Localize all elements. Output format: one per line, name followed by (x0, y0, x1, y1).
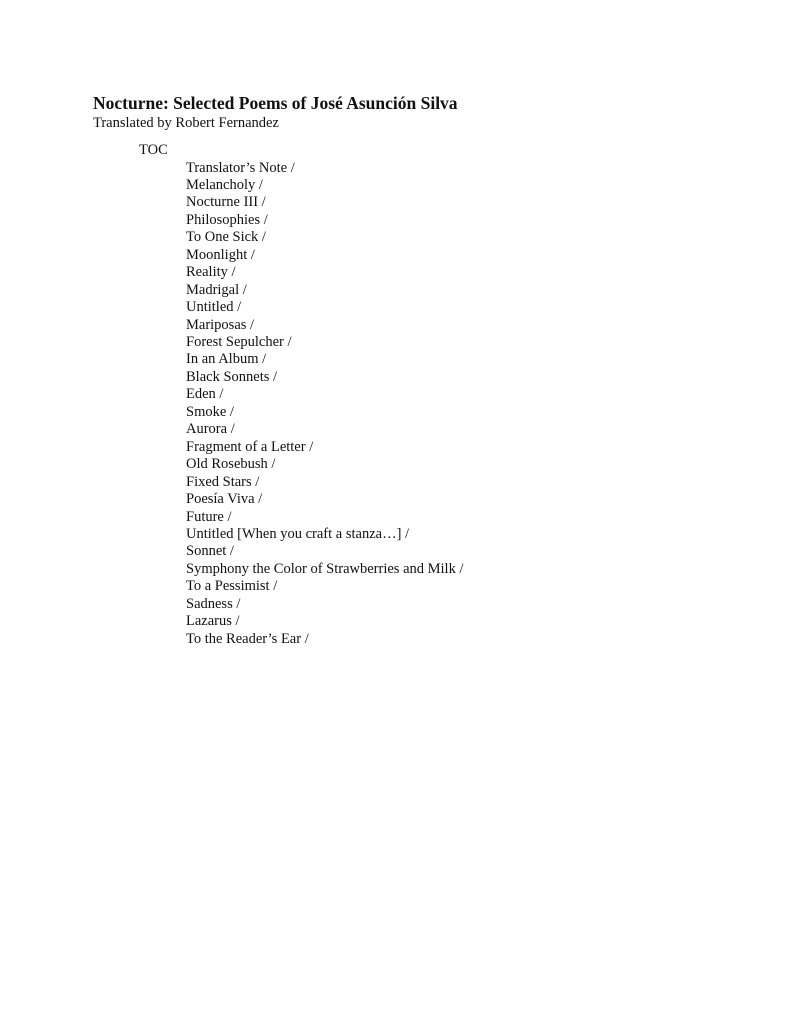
toc-item: Fixed Stars / (186, 473, 260, 490)
toc-item: Sonnet / (186, 543, 234, 560)
toc-item: Sadness / (186, 595, 241, 612)
toc-item: Untitled / (186, 299, 242, 316)
toc-item: Aurora / (186, 421, 235, 438)
toc-item: To a Pessimist / (186, 578, 278, 595)
toc-item: Future / (186, 508, 232, 525)
toc-item: Lazarus / (186, 613, 240, 630)
toc-list (186, 160, 753, 649)
document-title: Nocturne: Selected Poems of José Asunción Silva (93, 93, 458, 113)
toc-item: Eden / (186, 386, 224, 403)
toc-item: Untitled [When you craft a stanza…] / (186, 526, 410, 543)
toc-item: Melancholy / (186, 176, 263, 193)
toc-item: Madrigal / (186, 281, 247, 298)
toc-item: Forest Sepulcher / (186, 334, 292, 351)
toc-item: Fragment of a Letter / (186, 438, 314, 455)
document-page (93, 93, 753, 648)
toc-item: Reality / (186, 264, 236, 281)
toc-item: Philosophies / (186, 211, 268, 228)
toc-item: Symphony the Color of Strawberries and Milk / (186, 560, 464, 577)
toc-item: In an Album / (186, 351, 267, 368)
toc-item: Black Sonnets / (186, 368, 278, 385)
document-subtitle: Translated by Robert Fernandez (93, 115, 279, 131)
toc-item: Translator’s Note / (186, 159, 295, 176)
toc-heading: TOC (139, 142, 168, 158)
toc-item: To the Reader’s Ear / (186, 630, 309, 647)
toc-item: Moonlight / (186, 246, 255, 263)
toc-item: Nocturne III / (186, 194, 266, 211)
toc-item: Poesía Viva / (186, 491, 263, 508)
toc-item: Old Rosebush / (186, 456, 276, 473)
toc-item: To One Sick / (186, 229, 266, 246)
toc-item: Mariposas / (186, 316, 255, 333)
toc-item: Smoke / (186, 403, 234, 420)
